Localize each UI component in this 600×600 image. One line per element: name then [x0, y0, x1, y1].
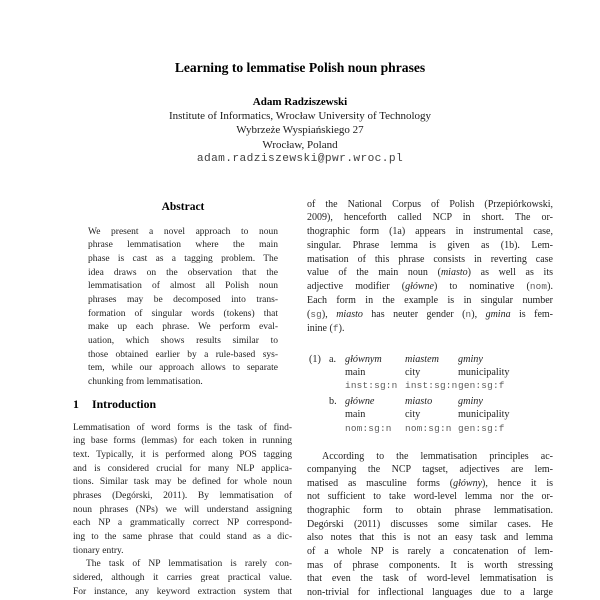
text-line: matised as masculine forms (główny), hence it is: [307, 477, 553, 489]
text-line: uation, which shows results similar to: [88, 336, 278, 346]
text-line: those obtained earlier by a rule-based sys-: [88, 349, 278, 360]
text-line: make up each phrase. We perform eval-: [88, 322, 278, 333]
text-line: noun phrases (NPs) we will understand assigning: [73, 504, 292, 515]
linguistic-example: [309, 353, 553, 435]
text-line: Each form in the example is in singular number: [307, 295, 553, 307]
text-line: tem, while our approach allows to separate: [88, 363, 278, 374]
text-line: and is considered crucial for many NLP applica-: [73, 463, 292, 474]
text-line: not sufficient to take word-level lemma nor the or-: [307, 491, 553, 503]
example-row-b: b. główne miasto gminy main city municipality nom:sg:n nom:sg:n gen:sg:f: [329, 396, 510, 434]
paper-title: Learning to lemmatise Polish noun phrases: [174, 60, 426, 75]
author-affiliation: Institute of Informatics, Wrocław University of Technology: [168, 110, 431, 123]
abstract-text: [88, 226, 278, 390]
text-line: mas of phrase components. It is worth stressing: [307, 559, 553, 571]
text-line: 2009), henceforth called NCP in short. The or-: [307, 212, 553, 224]
text-line: each NP a grammatically correct NP correspond-: [73, 518, 292, 529]
text-line: ing base forms (lemmas) for each token in running: [73, 436, 292, 447]
text-line: of the National Corpus of Polish (Przepiórkowski,: [307, 198, 553, 210]
text-line: Lemmatisation of word forms is the task of find-: [73, 422, 292, 433]
section-number: 1: [73, 396, 79, 411]
text-line: singular. Phrase lemma is given as (1b). Lem-: [307, 239, 553, 251]
text-line: phase is cast as a tagging problem. The: [88, 253, 278, 264]
text-line: (sg), miasto has neuter gender (n), gmina is fem-: [307, 308, 553, 320]
text-line: phrases may be decomposed into trans-: [88, 294, 278, 305]
text-line: adjective modifier (główne) to nominative (nom).: [307, 281, 553, 293]
text-line: matisation of this phrase consists in reverting case: [307, 253, 553, 265]
text-line: phrase lemmatisation where the main: [88, 240, 278, 251]
text-line: idea draws on the observation that the: [88, 267, 278, 278]
author-block: [0, 95, 600, 166]
text-line: tions. Similar task may be defined for whole noun: [73, 477, 292, 488]
text-line: For instance, any keyword extraction system that: [73, 586, 292, 597]
text-line: sidered, although it carries great practical value.: [73, 573, 292, 584]
text-line: phrases (Degórski, 2011). By lemmatisation of: [73, 490, 292, 501]
text-line: text. Typically, it is performed along POS tagging: [73, 449, 292, 460]
text-line: tionary entry.: [73, 545, 124, 556]
text-line: formation of singular words (tokens) that: [88, 308, 278, 319]
example-row-a: (1) a. głównym miastem gminy main city municipality inst:sg:n inst:sg:n gen:sg:f: [309, 353, 510, 391]
author-city: Wrocław, Poland: [262, 138, 338, 151]
text-line: of a whole NP is rarely a concatenation of lem-: [307, 546, 553, 558]
right-column-paragraph-bottom: [307, 450, 553, 600]
text-line: companying the NCP tagset, adjectives are lem-: [307, 464, 553, 476]
abstract-heading: Abstract: [161, 201, 205, 213]
section-title: Introduction: [92, 396, 157, 411]
text-line: non-trivial for inflectional languages due to a large: [307, 587, 553, 599]
text-line: thographic form (1a) appears in instrumental case,: [307, 226, 553, 238]
text-line: lemmatisation of almost all Polish noun: [88, 281, 278, 292]
text-line: that even the task of word-level lemmatisation is: [307, 573, 553, 585]
text-line: According to the lemmatisation principles ac-: [322, 450, 553, 462]
text-line: thographic form to obtain phrase lemmatisation.: [307, 505, 553, 517]
author-email: adam.radziszewski@pwr.wroc.pl: [196, 152, 404, 165]
author-address: Wybrzeże Wyspiańskiego 27: [236, 124, 364, 137]
text-line: inine (f).: [307, 322, 345, 334]
text-line: also notes that this is not an easy task and lemma: [307, 532, 553, 544]
section-heading-introduction: [73, 397, 156, 412]
text-line: value of the main noun (miasto) as well as its: [307, 267, 554, 279]
text-line: ing to the same phrase that could stand as a dic-: [73, 532, 292, 542]
author-name: Adam Radziszewski: [252, 96, 348, 108]
right-column-paragraph-top: [307, 198, 553, 336]
text-line: The task of NP lemmatisation is rarely con-: [86, 559, 292, 570]
text-line: We present a novel approach to noun: [88, 226, 278, 237]
text-line: Degórski (2011) discusses some similar cases. He: [307, 518, 553, 530]
text-line: chunking from lemmatisation.: [88, 377, 203, 388]
introduction-text: [73, 422, 292, 600]
